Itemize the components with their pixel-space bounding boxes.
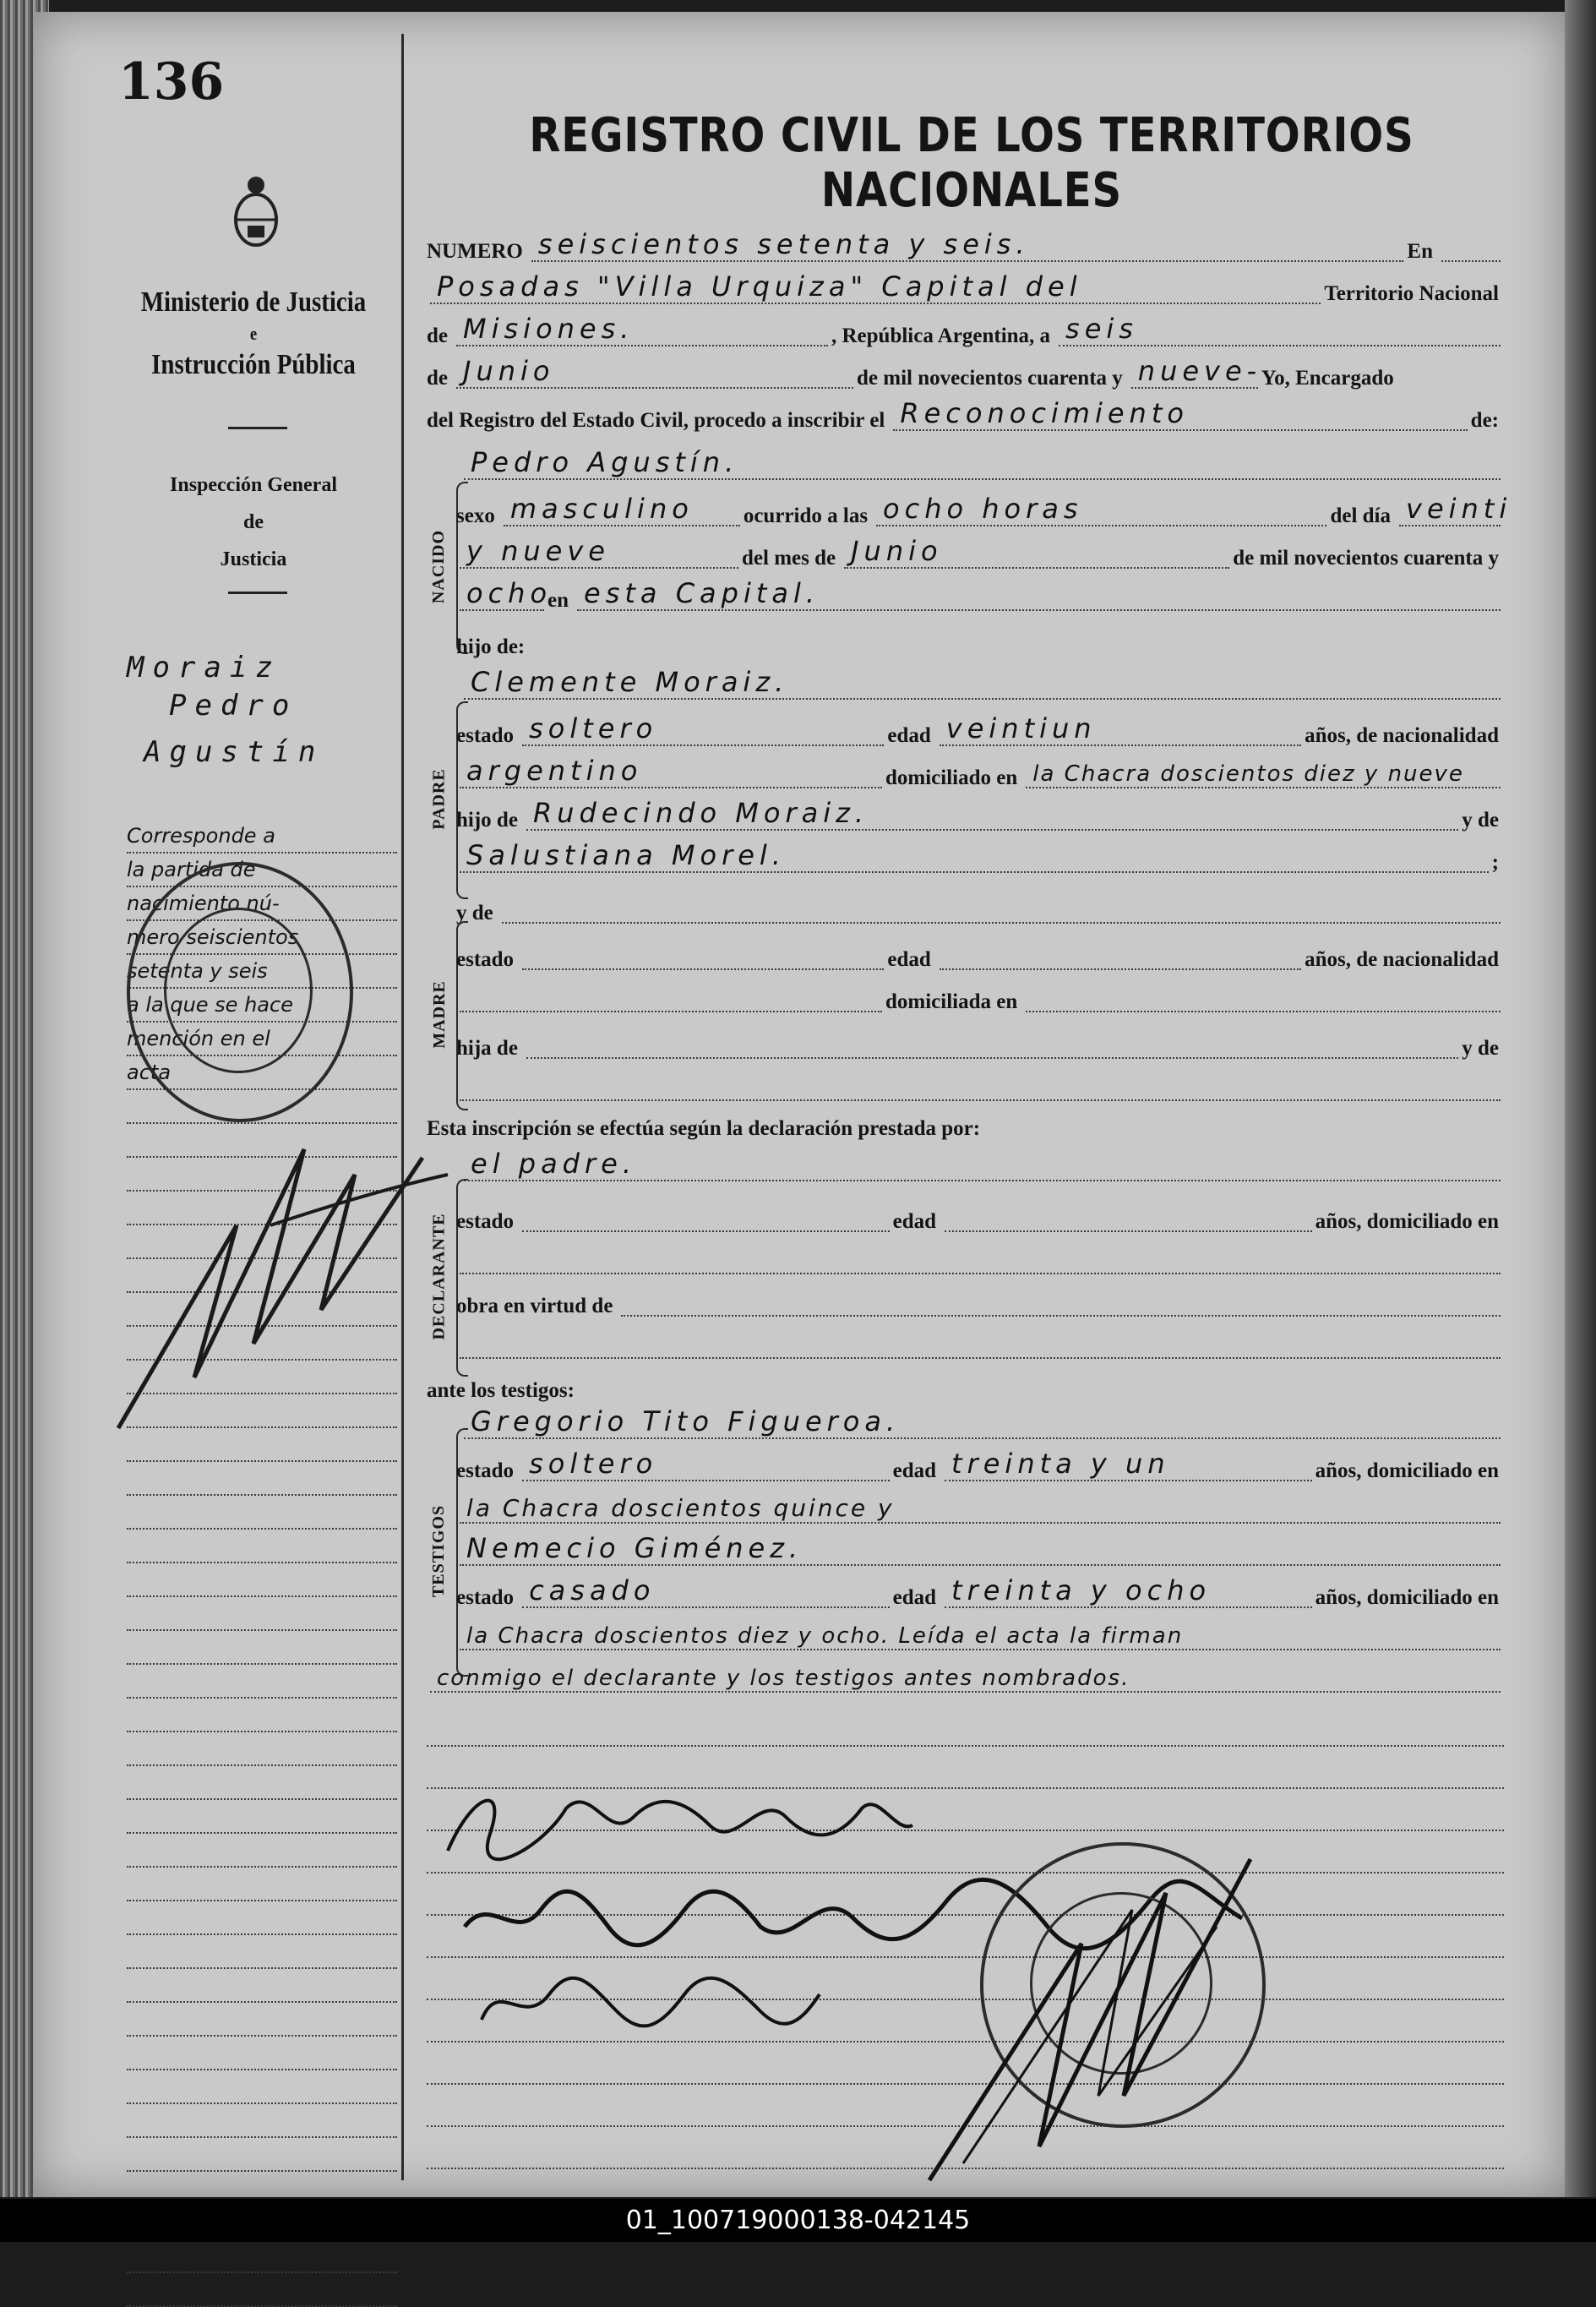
value-dia: seis: [1065, 313, 1138, 345]
label-registro: del Registro del Estado Civil, procedo a inscribir el: [427, 409, 885, 432]
row-testigo-2: [456, 1534, 1504, 1573]
field-testigo-2: [460, 1530, 1501, 1566]
field-hija-de: [526, 1023, 1458, 1059]
field-domicilio-t2: [460, 1615, 1501, 1650]
field-nombre-madre: [502, 888, 1501, 924]
margin-signature-scrawl: [101, 1124, 456, 1445]
field-dia: [1059, 311, 1501, 346]
label-yo: Yo, Encargado: [1261, 367, 1394, 390]
ministry-line-2: Instrucción Pública: [151, 349, 356, 380]
margin-note-line: [127, 1462, 397, 1496]
value-lugar-nac: esta Capital.: [584, 577, 820, 609]
margin-note-line: [127, 2104, 397, 2138]
field-estado-madre: [522, 935, 884, 970]
value-edad-padre: veintiun: [945, 712, 1097, 744]
side-label-nacido: [427, 482, 452, 651]
value-territorio: Misiones.: [463, 313, 635, 345]
label-mil-nac: de mil novecientos cuarenta y: [1233, 547, 1499, 570]
row-abuelo: [456, 799, 1504, 837]
row-declaracion-intro: [427, 1107, 1504, 1146]
field-numero: [531, 226, 1404, 262]
label-y-de-padre: y de: [1462, 809, 1499, 832]
value-anio: nueve-: [1137, 355, 1262, 387]
value-domicilio-padre: la Chacra doscientos diez y nueve: [1032, 761, 1464, 787]
margin-note-line: [127, 1530, 397, 1563]
label-estado-padre: estado: [456, 724, 515, 747]
field-domicilio-t1: [460, 1488, 1501, 1524]
inspeccion-rule: [228, 592, 287, 594]
row-estado-padre: [456, 714, 1504, 753]
side-label-declarante-text: DECLARANTE: [429, 1212, 449, 1340]
field-estado-padre: [522, 711, 884, 746]
side-label-padre: [427, 701, 452, 896]
field-territorio: [456, 311, 828, 346]
row-estado-testigo-1: [456, 1449, 1504, 1488]
value-mes: Junio: [463, 355, 555, 387]
value-lugar: Posadas "Villa Urquiza" Capital del: [437, 270, 1082, 303]
margin-note-line: [127, 1766, 397, 1800]
label-hijo-de-padre: hijo de: [456, 809, 518, 832]
row-testigos-intro: [427, 1369, 1504, 1408]
field-nombre-padre: [464, 664, 1501, 700]
label-de: de: [427, 325, 448, 347]
margin-name-2: Agustín: [144, 735, 324, 769]
value-numero: seiscientos setenta y seis.: [537, 228, 1030, 260]
value-cierre: conmigo el declarante y los testigos antes nombrados.: [437, 1666, 1130, 1691]
label-nacionalidad-padre: años, de nacionalidad: [1305, 724, 1499, 747]
label-nacionalidad-madre: años, de nacionalidad: [1305, 948, 1499, 971]
inspeccion-line-3: Justicia: [220, 548, 287, 570]
side-label-madre: [427, 921, 452, 1107]
row-cierre: [427, 1661, 1504, 1699]
ministry-heading: [139, 283, 368, 384]
value-anio-nac: ocho: [466, 577, 553, 609]
value-domicilio-t2: la Chacra doscientos diez y ocho. Leída el acta la firman: [466, 1623, 1184, 1649]
signature-nemecio-gimenez: [473, 1961, 828, 2037]
field-acto: [893, 395, 1467, 431]
label-numero: NUMERO: [427, 240, 523, 263]
field-hora: [876, 491, 1326, 526]
row-domicilio-t1: [456, 1492, 1504, 1530]
label-estado-t2: estado: [456, 1586, 515, 1609]
label-edad-madre: edad: [887, 948, 931, 971]
row-estado-madre: [456, 938, 1504, 977]
margin-note-line: mero seiscientos: [127, 921, 397, 955]
row-numero: [427, 230, 1504, 269]
label-republica: , República Argentina, a: [831, 325, 1051, 347]
margin-note-line: [127, 2138, 397, 2172]
margin-note-line: [127, 2037, 397, 2070]
ministry-rule: [228, 427, 287, 429]
margin-note-line: [127, 1834, 397, 1868]
label-edad-declarante: edad: [892, 1210, 937, 1233]
label-del-dia: del día: [1330, 504, 1391, 527]
margin-note-line: Corresponde a: [127, 820, 397, 854]
value-abuelo: Rudecindo Moraiz.: [532, 797, 869, 829]
label-en: En: [1407, 240, 1433, 263]
side-label-madre-text: MADRE: [429, 979, 449, 1049]
value-nombre-nacido: Pedro Agustín.: [471, 446, 739, 478]
label-de-mes: de: [427, 367, 448, 390]
value-estado-t2: casado: [529, 1574, 656, 1606]
value-sexo: masculino: [509, 493, 694, 525]
row-acto: [427, 399, 1504, 438]
value-estado-t1: soltero: [529, 1448, 658, 1480]
field-anio: [1131, 353, 1262, 389]
margin-note-line: [127, 1699, 397, 1732]
value-declarante-nombre: el padre.: [471, 1148, 636, 1180]
label-edad-t1: edad: [892, 1459, 937, 1482]
field-edad-t1: [945, 1446, 1312, 1481]
value-abuela: Salustiana Morel.: [466, 839, 786, 871]
margin-divider: [401, 34, 404, 2180]
ministry-line-1: Ministerio de Justicia: [140, 286, 367, 318]
page-title: REGISTRO CIVIL DE LOS TERRITORIOS NACIONALES: [529, 108, 1414, 218]
field-declarante-nombre: [464, 1146, 1501, 1181]
value-estado-padre: soltero: [529, 712, 658, 744]
margin-name-1: Pedro: [169, 689, 298, 723]
margin-note-line: [127, 2003, 397, 2037]
margin-note-line: [127, 1969, 397, 2003]
field-en: [1441, 226, 1501, 262]
label-de-dos-puntos: de:: [1470, 409, 1499, 432]
field-cierre: [430, 1657, 1501, 1693]
field-nacionalidad-madre: [460, 977, 882, 1012]
label-testigos-intro: ante los testigos:: [427, 1379, 575, 1402]
label-domicilio-madre: domiciliada en: [885, 990, 1018, 1013]
signature-line: [427, 1703, 1504, 1747]
field-domicilio-madre: [1026, 977, 1501, 1012]
row-declarante-extra: [456, 1242, 1504, 1281]
value-testigo-2: Nemecio Giménez.: [466, 1532, 803, 1564]
margin-note-line: [127, 1935, 397, 1969]
official-signature-scrawl: [912, 1842, 1267, 2197]
field-obra: [621, 1281, 1501, 1317]
margin-note-line: setenta y seis: [127, 955, 397, 989]
field-lugar-nac: [577, 575, 1501, 611]
row-lugar: [427, 272, 1504, 311]
side-label-testigos-text: TESTIGOS: [429, 1504, 449, 1597]
row-lugar-nac: [456, 579, 1504, 618]
inspeccion-line-2: de: [243, 511, 264, 533]
field-edad-madre: [940, 935, 1301, 970]
row-hijo-de: [456, 625, 1504, 664]
signature-clemente-moraiz: [439, 1775, 929, 1868]
margin-note-line: [127, 2239, 397, 2273]
side-label-padre-text: PADRE: [429, 767, 449, 830]
row-territorio: [427, 314, 1504, 353]
field-estado-t1: [522, 1446, 890, 1481]
field-domicilio-padre: [1026, 753, 1501, 788]
label-sexo: sexo: [456, 504, 495, 527]
row-domicilio-t2: [456, 1618, 1504, 1657]
field-anio-nac: [460, 575, 553, 611]
margin-note-line: [127, 1868, 397, 1901]
label-y-de-madre: y de: [456, 902, 493, 924]
field-mes-nac: [844, 533, 1229, 569]
inspeccion-heading: [144, 466, 363, 578]
margin-note-line: [127, 1732, 397, 1766]
label-domicilio-t2: años, domiciliado en: [1315, 1586, 1499, 1609]
label-estado-t1: estado: [456, 1459, 515, 1482]
value-mes-nac: Junio: [851, 535, 943, 567]
row-hija-de: [456, 1027, 1504, 1066]
side-label-nacido-text: NACIDO: [429, 529, 449, 603]
row-estado-declarante: [456, 1200, 1504, 1239]
field-dia-nac-2: [460, 533, 738, 569]
field-madre-extra: [460, 1066, 1501, 1101]
value-nombre-padre: Clemente Moraiz.: [471, 666, 789, 698]
label-de-mil: de mil novecientos cuarenta y: [857, 367, 1123, 390]
margin-note-line: [127, 2273, 397, 2307]
label-domicilio-declarante: años, domiciliado en: [1315, 1210, 1499, 1233]
label-declaracion-intro: Esta inscripción se efectúa según la declaración prestada por:: [427, 1117, 981, 1140]
value-hora: ocho horas: [883, 493, 1083, 525]
side-label-testigos: [427, 1428, 452, 1673]
margin-note-line: mención en el: [127, 1023, 397, 1056]
margin-note-line: [127, 1800, 397, 1834]
field-edad-t2: [945, 1573, 1312, 1608]
label-ocurrido: ocurrido a las: [743, 504, 869, 527]
label-estado-declarante: estado: [456, 1210, 515, 1233]
field-mes: [456, 353, 853, 389]
field-edad-padre: [940, 711, 1301, 746]
margin-note-line: [127, 1665, 397, 1699]
row-mes-nac: [456, 537, 1504, 575]
field-edad-declarante: [945, 1197, 1312, 1232]
value-testigo-1: Gregorio Tito Figueroa.: [471, 1405, 901, 1437]
archive-id-bar: [0, 2199, 1596, 2242]
field-estado-t2: [522, 1573, 890, 1608]
value-dia-nac-2: y nueve: [466, 535, 610, 567]
row-domicilio-madre: [456, 980, 1504, 1019]
margin-note-line: [127, 1597, 397, 1631]
value-nacionalidad-padre: argentino: [466, 755, 643, 787]
side-label-declarante: [427, 1179, 452, 1373]
ministry-conj: e: [249, 323, 258, 344]
row-madre-extra: [456, 1069, 1504, 1108]
row-sexo: [456, 493, 1512, 533]
margin-surname: Moraiz: [127, 651, 281, 684]
field-obra-extra: [460, 1323, 1501, 1359]
field-estado-declarante: [522, 1197, 890, 1232]
margin-note-line: [127, 1901, 397, 1935]
value-edad-t2: treinta y ocho: [951, 1574, 1212, 1606]
label-edad-t2: edad: [892, 1586, 937, 1609]
label-hijo-de: hijo de:: [456, 635, 526, 658]
book-spine-shadow: [1565, 0, 1596, 2197]
field-declarante-extra: [460, 1239, 1501, 1274]
margin-note-line: acta: [127, 1056, 397, 1090]
field-dia-nac: [1399, 491, 1512, 526]
row-fecha: [427, 357, 1504, 395]
label-estado-madre: estado: [456, 948, 515, 971]
official-stamp: [127, 862, 353, 1122]
coat-of-arms-icon: [226, 173, 286, 249]
row-obra: [456, 1284, 1504, 1323]
margin-note-line: nacimiento nú-: [127, 887, 397, 921]
inspeccion-line-1: Inspección General: [170, 474, 337, 496]
row-abuela: Salustiana Morel. ;: [456, 841, 1504, 880]
page-number: 136: [118, 52, 225, 112]
field-abuela: [460, 837, 1489, 873]
row-nacionalidad-padre: [456, 756, 1504, 795]
label-obra: obra en virtud de: [456, 1295, 613, 1317]
label-territorio: Territorio Nacional: [1324, 282, 1499, 305]
field-abuelo: [526, 795, 1458, 831]
field-nombre-nacido: [464, 444, 1501, 480]
field-sexo: [504, 491, 740, 526]
margin-note-line: [127, 1496, 397, 1530]
margin-note-line: a la que se hace: [127, 989, 397, 1023]
field-nacionalidad-padre: [460, 753, 882, 788]
margin-note-line: [127, 1631, 397, 1665]
official-stamp-inner: [164, 908, 313, 1073]
value-acto: Reconocimiento: [900, 397, 1189, 429]
value-dia-nac: veinti: [1406, 493, 1512, 525]
value-edad-t1: treinta y un: [951, 1448, 1170, 1480]
field-lugar: [430, 269, 1321, 304]
label-del-mes: del mes de: [742, 547, 836, 570]
archive-id: 01_100719000138-042145: [625, 2206, 971, 2235]
label-domicilio-padre: domiciliado en: [885, 766, 1018, 789]
margin-note-line: [127, 1563, 397, 1597]
label-edad-padre: edad: [887, 724, 931, 747]
value-domicilio-t1: la Chacra doscientos quince y: [466, 1494, 895, 1522]
margin-note-line: [127, 2070, 397, 2104]
label-hija-de: hija de: [456, 1037, 518, 1060]
label-domicilio-t1: años, domiciliado en: [1315, 1459, 1499, 1482]
label-en-nac: en: [547, 589, 569, 612]
label-y-de-madre-2: y de: [1462, 1037, 1499, 1060]
margin-note-line: la partida de: [127, 854, 397, 887]
row-estado-testigo-2: [456, 1576, 1504, 1615]
row-obra-extra: [456, 1327, 1504, 1366]
